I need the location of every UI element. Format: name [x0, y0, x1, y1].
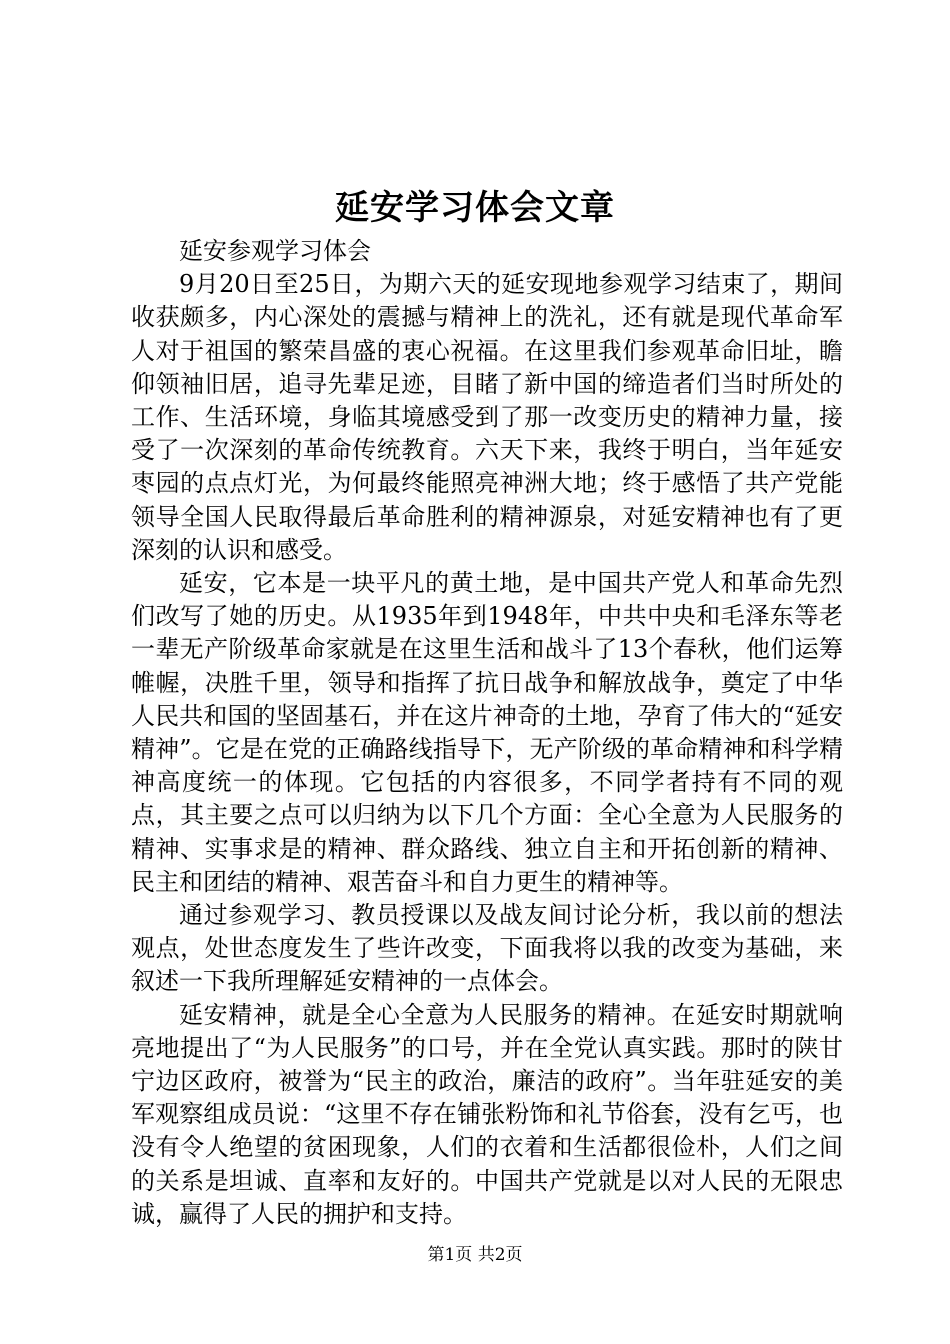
paragraph-3: 通过参观学习、教员授课以及战友间讨论分析，我以前的想法观点，处世态度发生了些许改变，下面我将以我的改变为基础，来叙述一下我所理解延安精神的一点体会。	[131, 901, 843, 996]
paragraph-1: 9月20日至25日，为期六天的延安现地参观学习结束了，期间收获颇多，内心深处的震撼与精神上的洗礼，还有就是现代革命军人对于祖国的繁荣昌盛的衷心祝福。在这里我们参观革命旧址，瞻仰领袖旧居，追寻先辈足迹，目睹了新中国的缔造者们当时所处的工作、生活环境，身临其境感受到了那一改变历史的精神力量，接受了一次深刻的革命传统教育。六天下来，我终于明白，当年延安枣园的点点灯光，为何最终能照亮神洲大地；终于感悟了共产党能领导全国人民取得最后革命胜利的精神源泉，对延安精神也有了更深刻的认识和感受。	[131, 270, 843, 564]
page-number-footer: 第1页 共2页	[427, 1245, 523, 1265]
paragraph-subtitle: 延安参观学习体会	[179, 237, 371, 265]
paragraph-2: 延安，它本是一块平凡的黄土地，是中国共产党人和革命先烈们改写了她的历史。从1935年到1948年，中共中央和毛泽东等老一辈无产阶级革命家就是在这里生活和战斗了13个春秋，他们运筹帷幄，决胜千里，领导和指挥了抗日战争和解放战争，奠定了中华人民共和国的坚固基石，并在这片神奇的土地，孕育了伟大的“延安精神”。它是在党的正确路线指导下，无产阶级的革命精神和科学精神高度统一的体现。它包括的内容很多，不同学者持有不同的观点，其主要之点可以归纳为以下几个方面：全心全意为人民服务的精神、实事求是的精神、群众路线、独立自主和开拓创新的精神、民主和团结的精神、艰苦奋斗和自力更生的精神等。	[131, 569, 843, 896]
document-title: 延安学习体会文章	[335, 188, 615, 228]
paragraph-4: 延安精神，就是全心全意为人民服务的精神。在延安时期就响亮地提出了“为人民服务”的口号，并在全党认真实践。那时的陕甘宁边区政府，被誉为“民主的政治，廉洁的政府”。当年驻延安的美军观察组成员说：“这里不存在铺张粉饰和礼节俗套，没有乞丐，也没有令人绝望的贫困现象，人们的衣着和生活都很俭朴，人们之间的关系是坦诚、直率和友好的。中国共产党就是以对人民的无限忠诚，赢得了人民的拥护和支持。	[131, 1000, 843, 1228]
document-body	[131, 235, 843, 1231]
